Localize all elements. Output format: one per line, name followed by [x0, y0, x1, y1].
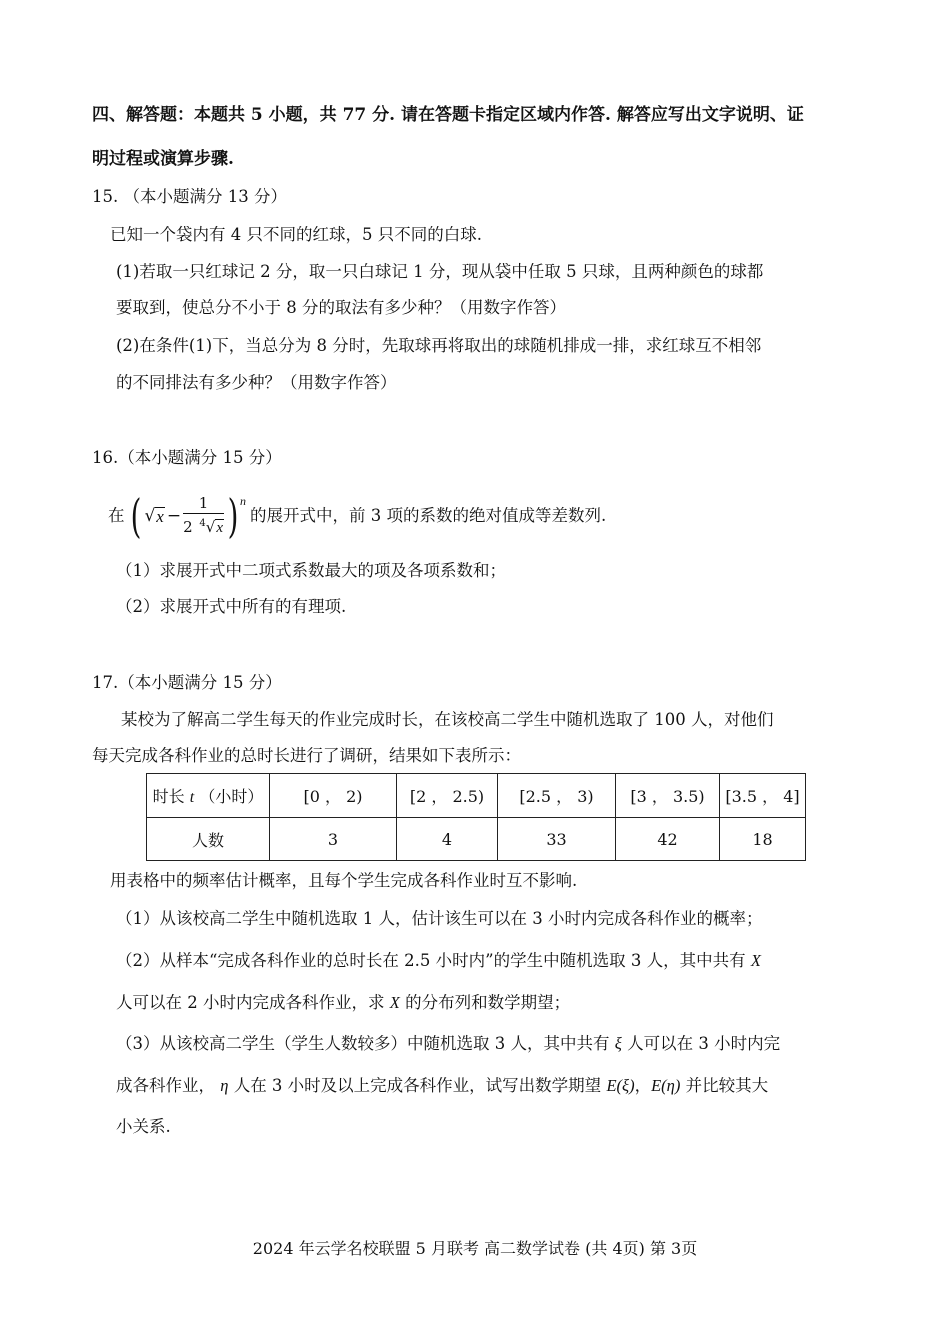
table-header-label — [147, 774, 270, 818]
q15-part1-line1: (1)若取一只红球记 2 分，取一只白球记 1 分，现从袋中任取 5 只球，且两种颜色的球都 — [116, 262, 764, 281]
table-row-label: 人数 — [147, 818, 270, 861]
page-footer: 2024 年云学名校联盟 5 月联考 高二数学试卷 (共 4页) 第 3页 — [252, 1239, 698, 1258]
q17-heading: 17.（本小题满分 15 分） — [92, 673, 282, 692]
q15-part2-line1: (2)在条件(1)下，当总分为 8 分时，先取球再将取出的球随机排成一排，求红球互不相邻 — [116, 336, 762, 355]
var-X: X — [750, 951, 761, 970]
q17-part2-line2-b: 的分布列和数学期望； — [405, 993, 571, 1012]
header-label-text: 时长 — [152, 787, 185, 806]
left-paren: ( — [130, 489, 141, 543]
q15-part2-line2: 的不同排法有多少种？（用数字作答） — [116, 373, 397, 392]
var-X: X — [389, 993, 400, 1012]
table-header-row — [147, 774, 806, 818]
q17-part2-line1 — [116, 953, 761, 970]
fraction-numerator: 1 — [183, 494, 224, 514]
var-eta: η — [220, 1076, 229, 1095]
table-count: 18 — [720, 818, 806, 861]
q17-part3-line1 — [116, 1036, 780, 1053]
section-header-line2: 明过程或演算步骤. — [92, 149, 234, 169]
root-radicand: x — [216, 520, 224, 536]
q17-part3-line1-a: （3）从该校高二学生（学生人数较多）中随机选取 3 人，其中共有 — [116, 1034, 610, 1053]
table-interval: [3 ， 3.5) — [616, 774, 720, 818]
header-unit: （小时） — [199, 787, 264, 806]
q17-part3-line2-a: 成各科作业， — [116, 1076, 215, 1095]
q16-intro-prefix: 在 — [108, 505, 125, 525]
q16-heading: 16.（本小题满分 15 分） — [92, 448, 282, 467]
q17-part3-line2-c: 并比较其大 — [685, 1076, 769, 1095]
q17-intro-line1: 某校为了解高二学生每天的作业完成时长，在该校高二学生中随机选取了 100 人，对他们 — [121, 710, 774, 729]
q17-intro-line2: 每天完成各科作业的总时长进行了调研，结果如下表所示： — [92, 746, 521, 765]
table-count: 4 — [397, 818, 498, 861]
q17-part2-line2-a: 人可以在 2 小时内完成各科作业，求 — [116, 993, 385, 1012]
expectation-eta: E(η) — [651, 1076, 681, 1095]
root-symbol: √ — [205, 518, 216, 536]
comma-separator: ， — [634, 1076, 652, 1095]
minus-sign: − — [166, 505, 182, 526]
header-var-t: t — [189, 789, 195, 806]
binomial-formula — [127, 489, 246, 543]
q17-part2-line2 — [116, 995, 570, 1012]
expectation-xi: E(ξ) — [606, 1076, 635, 1095]
fraction-denominator — [183, 514, 224, 538]
table-interval: [0 ， 2) — [270, 774, 397, 818]
q16-part2: （2）求展开式中所有的有理项. — [116, 597, 347, 616]
exponent-n: n — [239, 494, 246, 508]
var-xi: ξ — [614, 1034, 622, 1053]
sqrt-radicand: x — [156, 507, 164, 526]
table-count: 3 — [270, 818, 397, 861]
fraction — [183, 494, 224, 538]
right-paren: ) — [227, 489, 239, 543]
root-index: 4 — [199, 518, 206, 529]
q16-intro — [108, 488, 606, 544]
table-interval: [2 ， 2.5) — [397, 774, 498, 818]
q16-part1: （1）求展开式中二项式系数最大的项及各项系数和； — [116, 561, 506, 580]
table-count: 42 — [616, 818, 720, 861]
q15-heading: 15. （本小题满分 13 分） — [92, 187, 287, 206]
q17-part3-line2 — [116, 1078, 768, 1095]
q17-part3-line2-b: 人在 3 小时及以上完成各科作业，试写出数学期望 — [233, 1076, 602, 1095]
q15-part1-line2: 要取到，使总分不小于 8 分的取法有多少种？（用数字作答） — [116, 298, 566, 317]
table-count: 33 — [498, 818, 616, 861]
duration-table — [146, 773, 806, 861]
table-count-row — [147, 818, 806, 861]
q17-note: 用表格中的频率估计概率，且每个学生完成各科作业时互不影响. — [110, 871, 578, 890]
table-interval: [3.5 ， 4] — [720, 774, 806, 818]
q17-part2-text: （2）从样本“完成各科作业的总时长在 2.5 小时内”的学生中随机选取 3 人，其中共有 — [116, 951, 746, 970]
q17-part3-line1-b: 人可以在 3 小时内完 — [627, 1034, 781, 1053]
section-header-line1: 四、解答题：本题共 5 小题，共 77 分. 请在答题卡指定区域内作答. 解答应写出文字说明、证 — [92, 105, 804, 125]
sqrt-symbol: √ — [144, 506, 156, 526]
table-interval: [2.5 ， 3) — [498, 774, 616, 818]
q17-part3-line3: 小关系. — [116, 1117, 171, 1136]
q15-intro: 已知一个袋内有 4 只不同的红球，5 只不同的白球. — [110, 225, 482, 244]
q16-intro-suffix: 的展开式中，前 3 项的系数的绝对值成等差数列. — [249, 505, 607, 525]
q17-part1: （1）从该校高二学生中随机选取 1 人，估计该生可以在 3 小时内完成各科作业的概率； — [116, 909, 763, 928]
denominator-coefficient: 2 — [183, 518, 193, 536]
sqrt-x — [144, 507, 164, 525]
